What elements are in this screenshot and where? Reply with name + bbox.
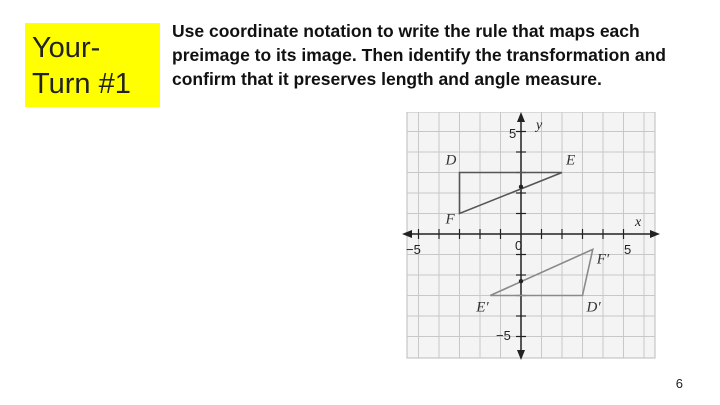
slide-title-line1: Your-	[32, 32, 101, 64]
axis-label-y: y	[536, 118, 543, 133]
tick-label-x-neg5: −5	[406, 242, 421, 257]
vertex-label: E	[566, 152, 576, 169]
tick-label-y-pos5: 5	[509, 126, 517, 141]
tick-label-origin: 0	[515, 238, 523, 253]
tick-label-y-neg5: −5	[496, 328, 511, 343]
vertex-label: F	[445, 211, 455, 228]
slide-title-line2: Turn #1	[32, 68, 131, 100]
tick-label-x-pos5: 5	[624, 242, 632, 257]
vertex-label: D	[445, 152, 457, 169]
instructions-text: Use coordinate notation to write the rule that maps each preimage to its image. Then identify the transformation and confirm that it preserves length and angle measure.	[172, 21, 666, 89]
vertex-label: F′	[596, 251, 610, 268]
slide-number: 6	[675, 376, 683, 391]
slide-title	[32, 30, 162, 102]
axis-point	[519, 185, 523, 189]
vertex-label: D′	[586, 299, 601, 316]
graph-background	[407, 112, 655, 358]
vertex-label: E′	[476, 299, 489, 316]
coordinate-graph	[402, 112, 662, 360]
axis-point	[519, 279, 523, 283]
axis-label-x: x	[635, 215, 642, 230]
